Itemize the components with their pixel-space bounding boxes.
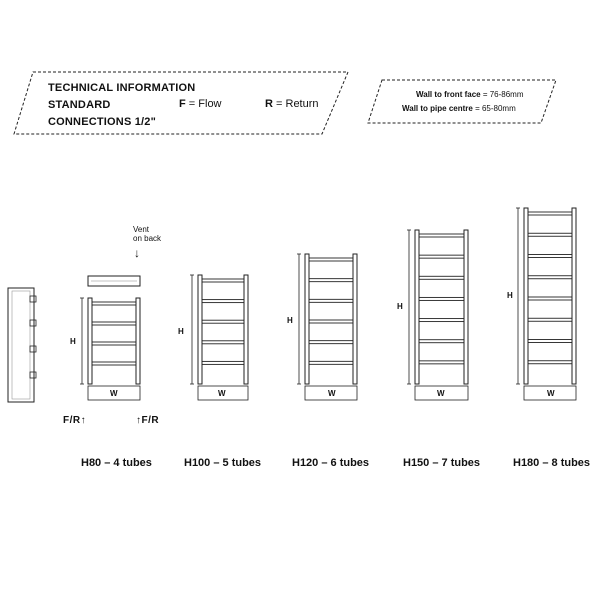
radiator-tube-h150 [419, 234, 464, 237]
w-dim-label-h180: W [547, 389, 555, 398]
radiator-tube-h120 [309, 299, 353, 302]
radiator-tube-h100 [202, 279, 244, 282]
radiator-tube-h150 [419, 319, 464, 322]
radiator-right-rail-h180 [572, 208, 576, 384]
model-label-h180: H180 – 8 tubes [513, 457, 591, 469]
flow-return-left [63, 415, 86, 426]
radiator-tube-h150 [419, 297, 464, 300]
flow-return-right [136, 415, 159, 426]
radiator-tube-h120 [309, 320, 353, 323]
radiator-tube-h150 [419, 255, 464, 258]
radiator-tube-h80 [92, 322, 136, 325]
h-dim-label-h120: H [287, 316, 293, 325]
model-label-h100: H100 – 5 tubes [184, 457, 262, 469]
radiator-tube-h180 [528, 318, 572, 321]
w-dim-label-h150: W [437, 389, 445, 398]
radiator-tube-h100 [202, 341, 244, 344]
legend-return-key: R [265, 98, 273, 110]
h-dim-label-h100: H [178, 327, 184, 336]
header-line-technical: TECHNICAL INFORMATION [48, 82, 196, 94]
flow-return-left-text: F/R [63, 415, 81, 426]
radiator-tube-h180 [528, 233, 572, 236]
vent-label: Vent on back [133, 225, 162, 243]
radiator-tube-h120 [309, 341, 353, 344]
radiator-left-rail-h120 [305, 254, 309, 384]
radiator-tube-h150 [419, 361, 464, 364]
radiator-tube-h180 [528, 361, 572, 364]
model-label-h120: H120 – 6 tubes [292, 457, 370, 469]
spec-centre-value: = 65-80mm [475, 104, 516, 113]
vent-arrow-icon: ↓ [134, 246, 140, 260]
radiator-left-rail-h80 [88, 298, 92, 384]
spec-front-value: = 76-86mm [482, 90, 524, 99]
radiator-tube-h80 [92, 362, 136, 365]
radiator-right-rail-h150 [464, 230, 468, 384]
model-label-h150: H150 – 7 tubes [403, 457, 481, 469]
radiator-tube-h120 [309, 258, 353, 261]
radiator-left-rail-h150 [415, 230, 419, 384]
radiator-tube-h120 [309, 279, 353, 282]
h-dim-label-h80: H [70, 337, 76, 346]
h-dim-label-h180: H [507, 291, 513, 300]
radiator-tube-h180 [528, 297, 572, 300]
radiator-tube-h180 [528, 340, 572, 343]
arrow-up-icon: ↑ [136, 415, 142, 426]
legend-return [265, 98, 319, 110]
spec-centre-label: Wall to pipe centre [402, 104, 473, 113]
radiator-tube-h80 [92, 302, 136, 305]
w-dim-label-h100: W [218, 389, 226, 398]
legend-flow-key: F [179, 98, 186, 110]
header-line-connections: CONNECTIONS 1/2" [48, 116, 157, 128]
radiator-tube-h100 [202, 320, 244, 323]
radiator-left-rail-h180 [524, 208, 528, 384]
radiator-tube-h180 [528, 255, 572, 258]
radiator-tube-h80 [92, 342, 136, 345]
radiator-left-rail-h100 [198, 275, 202, 384]
header-line-standard: STANDARD [48, 99, 111, 111]
radiator-right-rail-h120 [353, 254, 357, 384]
model-label-h80: H80 – 4 tubes [81, 457, 152, 469]
legend-return-text: = Return [276, 98, 319, 110]
vent-top-view [88, 276, 140, 286]
side-view [8, 288, 36, 402]
radiator-tube-h180 [528, 212, 572, 215]
legend-flow-text: = Flow [188, 98, 222, 110]
radiator-tube-h120 [309, 361, 353, 364]
arrow-up-icon: ↑ [80, 415, 87, 426]
w-dim-label-h120: W [328, 389, 336, 398]
flow-return-right-text: F/R [141, 415, 160, 426]
h-dim-label-h150: H [397, 302, 403, 311]
radiator-right-rail-h100 [244, 275, 248, 384]
spec-box-frame [368, 80, 556, 123]
radiator-tube-h100 [202, 361, 244, 364]
radiator-tube-h150 [419, 276, 464, 279]
radiator-right-rail-h80 [136, 298, 140, 384]
w-dim-label-h80: W [110, 389, 118, 398]
legend-flow [179, 98, 222, 110]
spec-pipe-centre [402, 104, 516, 113]
radiator-tube-h150 [419, 340, 464, 343]
spec-front-face [416, 90, 524, 99]
spec-front-label: Wall to front face [416, 90, 481, 99]
radiator-tube-h180 [528, 276, 572, 279]
radiator-tube-h100 [202, 300, 244, 303]
